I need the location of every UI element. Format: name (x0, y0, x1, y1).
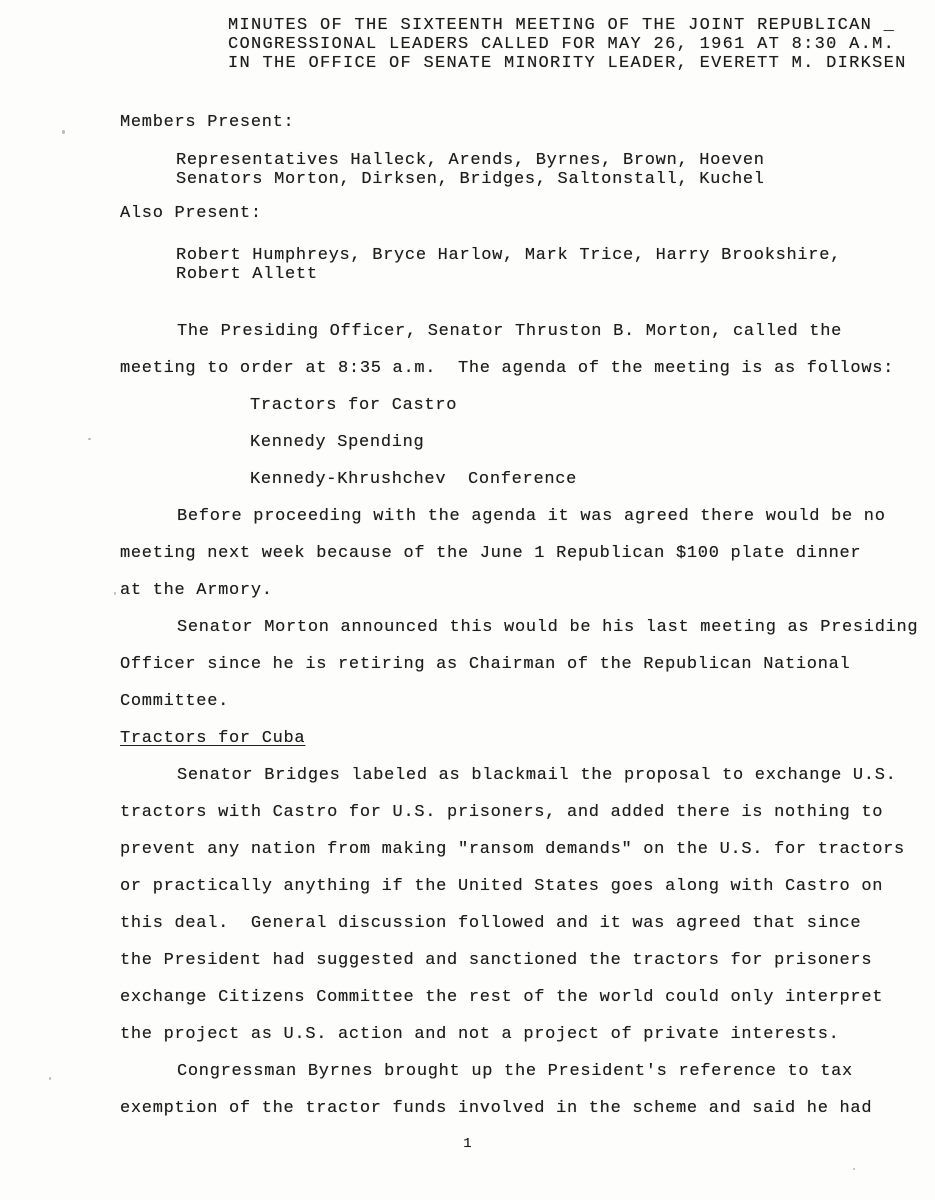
body-line: Kennedy Spending (250, 433, 425, 452)
body-line: Tractors for Castro (250, 396, 458, 415)
body-line: prevent any nation from making "ransom demands" on the U.S. for tractors (120, 840, 905, 859)
scan-speck (88, 438, 91, 440)
body-line: exchange Citizens Committee the rest of the world could only interpret (120, 988, 884, 1007)
body-line: Committee. (120, 692, 230, 711)
page-number: 1 (463, 1136, 472, 1152)
document-title (228, 16, 928, 73)
body-line: at the Armory. (120, 581, 273, 600)
scan-speck (62, 130, 65, 134)
body-line: tractors with Castro for U.S. prisoners, and added there is nothing to (120, 803, 884, 822)
scan-speck (853, 1168, 855, 1170)
body-text (120, 313, 926, 1127)
members-present-list (176, 151, 765, 189)
body-line: meeting to order at 8:35 a.m. The agenda of the meeting is as follows: (120, 359, 895, 378)
attendee-line: Senators Morton, Dirksen, Bridges, Saltonstall, Kuchel (176, 170, 765, 189)
scan-speck (49, 1077, 51, 1080)
members-present-label: Members Present: (120, 113, 295, 132)
body-line: Officer since he is retiring as Chairman of the Republican National (120, 655, 851, 674)
also-present-list (176, 246, 841, 284)
section-heading: Tractors for Cuba (120, 729, 306, 748)
attendee-line: Robert Allett (176, 265, 318, 284)
body-line: meeting next week because of the June 1 Republican $100 plate dinner (120, 544, 862, 563)
attendee-line: Representatives Halleck, Arends, Byrnes, Brown, Hoeven (176, 151, 765, 170)
body-line: the project as U.S. action and not a project of private interests. (120, 1025, 840, 1044)
body-line: the President had suggested and sanctioned the tractors for prisoners (120, 951, 873, 970)
body-line: exemption of the tractor funds involved in the scheme and said he had (120, 1099, 873, 1118)
body-line: Senator Morton announced this would be his last meeting as Presiding (177, 618, 919, 637)
scan-speck (114, 592, 116, 595)
also-present-label: Also Present: (120, 204, 262, 223)
body-line: Congressman Byrnes brought up the President's reference to tax (177, 1062, 853, 1081)
document-title-line: CONGRESSIONAL LEADERS CALLED FOR MAY 26, 1961 AT 8:30 A.M. (228, 35, 896, 54)
document-title-line: MINUTES OF THE SIXTEENTH MEETING OF THE JOINT REPUBLICAN _ (228, 16, 896, 35)
attendee-line: Robert Humphreys, Bryce Harlow, Mark Trice, Harry Brookshire, (176, 246, 842, 265)
body-line: Before proceeding with the agenda it was agreed there would be no (177, 507, 886, 526)
body-line: Senator Bridges labeled as blackmail the proposal to exchange U.S. (177, 766, 897, 785)
body-line: this deal. General discussion followed and it was agreed that since (120, 914, 862, 933)
body-line: Kennedy-Khrushchev Conference (250, 470, 578, 489)
body-line: or practically anything if the United States goes along with Castro on (120, 877, 884, 896)
document-title-line: IN THE OFFICE OF SENATE MINORITY LEADER, EVERETT M. DIRKSEN (228, 54, 907, 73)
body-line: The Presiding Officer, Senator Thruston B. Morton, called the (177, 322, 843, 341)
